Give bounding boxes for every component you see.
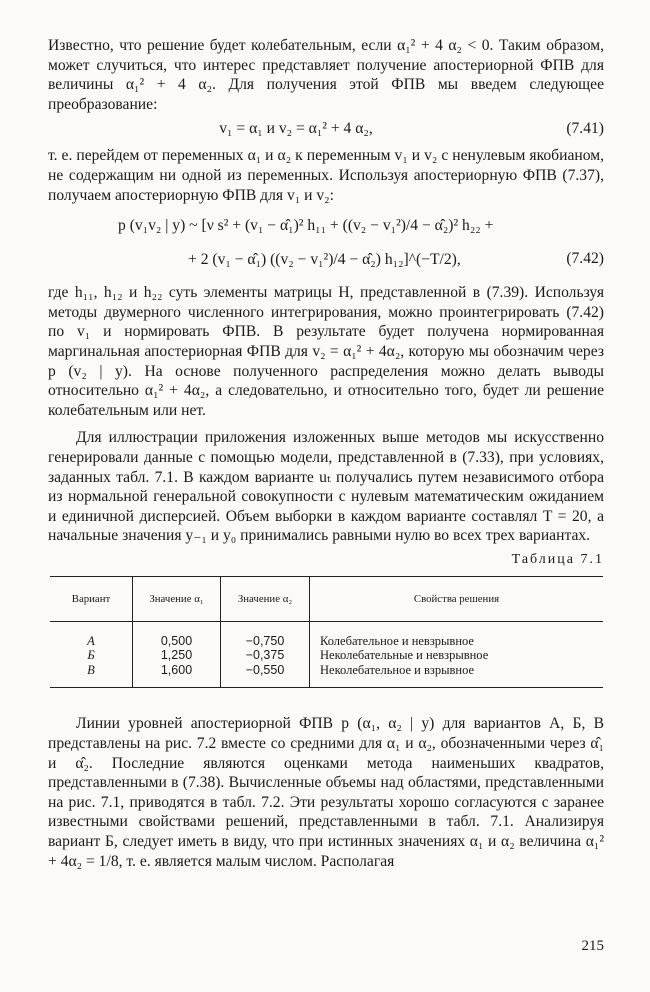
equation-7-42-line2: + 2 (v₁ − α̂₁) ((v₂ − v₁²)/4 − α̂₂) h₁₂]^(−T/2), <box>188 251 461 269</box>
table-row <box>50 621 603 688</box>
table-cell-alpha2: −0,750 −0,375 −0,550 <box>221 621 310 688</box>
paragraph-intro: Известно, что решение будет колебательным, если α₁² + 4 α₂ < 0. Таким образом, может случиться, что интерес представляет получение апостериорной ФПВ для величины α₁² + 4 α₂. Для получения этой ФПВ мы введем следующее преобразование: <box>48 37 604 113</box>
table-header-variant: Вариант <box>50 576 133 621</box>
table-cell-properties: Колебательное и невзрывное Неколебательные и невзрывное Неколебательное и взрывное <box>310 621 604 688</box>
table-header-alpha1: Значение α₁ <box>133 576 221 621</box>
page-number: 215 <box>581 938 604 954</box>
table-caption: Таблица 7.1 <box>511 551 604 567</box>
equation-7-42-number: (7.42) <box>566 250 604 268</box>
paragraph-matrix: где h₁₁, h₁₂ и h₂₂ суть элементы матрицы H, представленной в (7.39). Используя методы двумерного численного интегрирования, можно проинтегрировать (7.42) по v₁ и нормировать ФПВ. В результате будет получена нормированная маргинальная апостериорная ФПВ для v₂ = α₁² + 4α₂, которую мы обозначим через p (v₂ | y). На основе полученного распределения можно делать выводы относительно α₁² + 4α₂, а следовательно, и относительно того, будет ли решение колебательным или нет. <box>48 284 604 419</box>
equation-7-41-body: v₁ = α₁ и v₂ = α₁² + 4 α₂, <box>219 120 373 138</box>
table-7-1 <box>50 576 603 689</box>
page-content <box>48 36 604 871</box>
paragraph-contours: Линии уровней апостериорной ФПВ p (α₁, α₂ | y) для вариантов А, Б, В представлены на рис. 7.2 вместе со средними для α₁ и α₂, обозначенными через α̂₁ и α̂₂. Последние являются оценками метода наименьших квадратов, представленными в (7.38). Вычисленные объемы над областями, представленными на рис. 7.1, приводятся в табл. 7.2. Эти результаты хорошо согласуются с заранее известными свойствами решений, представленными в табл. 7.1. Анализируя вариант Б, следует иметь в виду, что при истинных значениях α₁ и α₂ величина α₁² + 4α₂ = 1/8, т. е. является малым числом. Располагая <box>48 715 604 870</box>
table-cell-variant: А Б В <box>50 621 133 688</box>
equation-7-41 <box>48 118 604 140</box>
table-header-properties: Свойства решения <box>310 576 604 621</box>
equation-7-42-line1: p (v₁v₂ | y) ~ [ν s² + (v₁ − α̂₁)² h₁₁ + ((v₂ − v₁²)/4 − α̂₂)² h₂₂ + <box>118 217 494 235</box>
table-cell-alpha1: 0,500 1,250 1,600 <box>133 621 221 688</box>
paragraph-transform: т. е. перейдем от переменных α₁ и α₂ к переменным v₁ и v₂ с ненулевым якобианом, не содержащим ни одной из переменных. Используя апостериорную ФПВ (7.37), получаем апостериорную ФПВ для v₁ и v₂: <box>48 147 604 204</box>
table-header-row <box>50 576 603 621</box>
equation-7-42 <box>48 209 604 277</box>
paragraph-illustration: Для иллюстрации приложения изложенных выше методов мы искусственно генерировали данные с помощью модели, представленной в (7.33), при условиях, заданных табл. 7.1. В каждом варианте uₜ получались путем независимого отбора из нормальной генеральной совокупности с нулевым математическим ожиданием и единичной дисперсией. Объем выборки в каждом варианте составлял T = 20, а начальные значения y₋₁ и y₀ принимались равными нулю во всех трех вариантах. <box>48 429 604 545</box>
equation-7-41-number: (7.41) <box>566 120 604 138</box>
table-header-alpha2: Значение α₂ <box>221 576 310 621</box>
